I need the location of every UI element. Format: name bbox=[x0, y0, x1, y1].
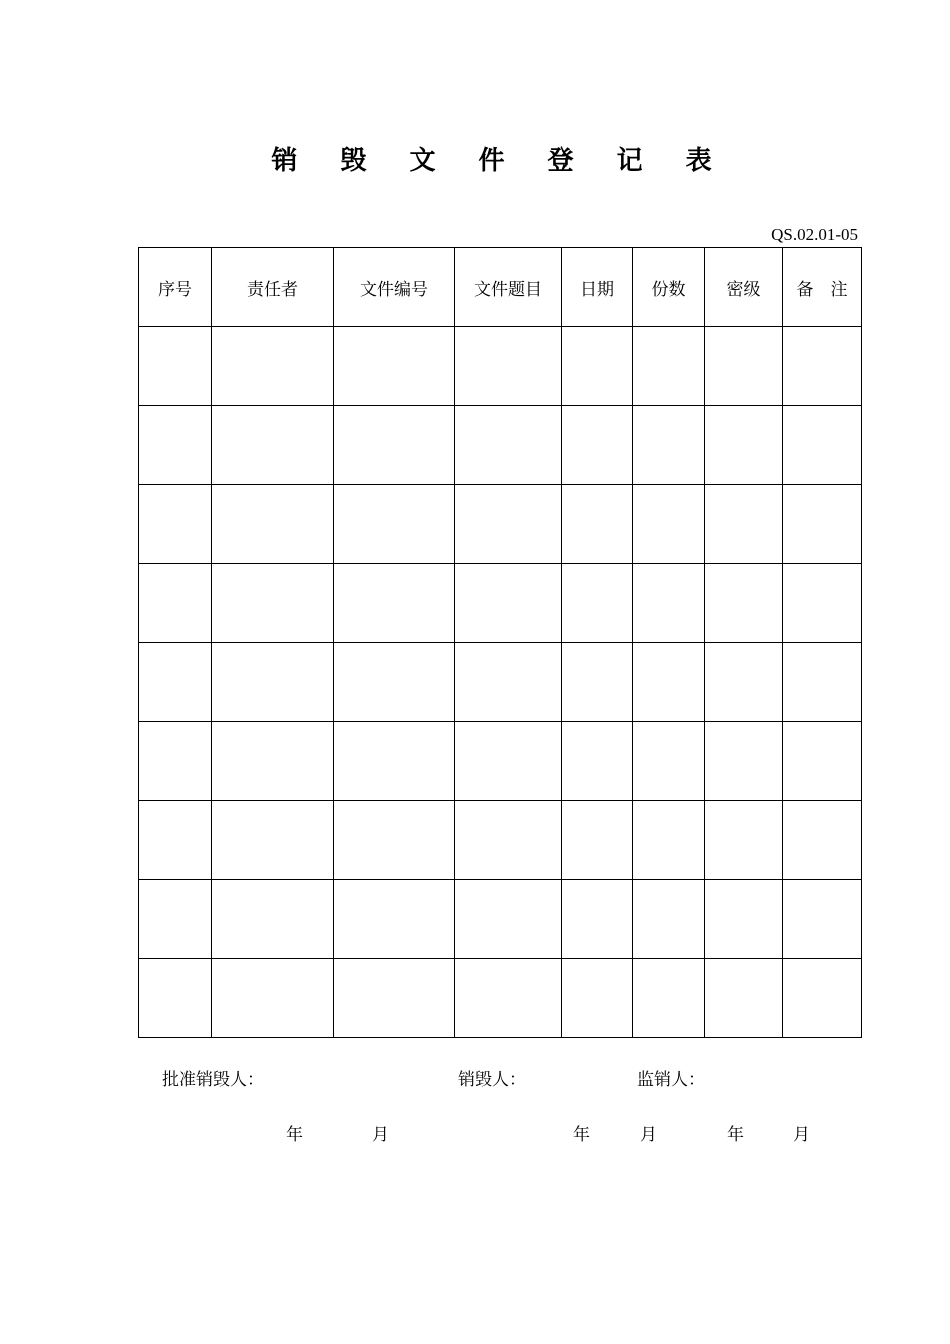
table-cell[interactable] bbox=[633, 643, 705, 722]
approver-month-label: 月 bbox=[372, 1125, 389, 1145]
supervisor-label: 监销人： bbox=[637, 1070, 705, 1090]
table-cell[interactable] bbox=[705, 406, 783, 485]
table-cell[interactable] bbox=[139, 801, 212, 880]
table-cell[interactable] bbox=[139, 327, 212, 406]
table-cell[interactable] bbox=[633, 722, 705, 801]
table-row bbox=[139, 801, 862, 880]
table-cell[interactable] bbox=[455, 564, 562, 643]
table-cell[interactable] bbox=[334, 959, 455, 1038]
destroyer-label: 销毁人： bbox=[458, 1070, 526, 1090]
document-title: 销 毁 文 件 登 记 表 bbox=[271, 146, 729, 176]
table-cell[interactable] bbox=[455, 801, 562, 880]
table-cell[interactable] bbox=[783, 485, 862, 564]
table-row bbox=[139, 880, 862, 959]
table-row bbox=[139, 722, 862, 801]
table-cell[interactable] bbox=[705, 801, 783, 880]
table-cell[interactable] bbox=[633, 406, 705, 485]
table-cell[interactable] bbox=[334, 801, 455, 880]
table-cell[interactable] bbox=[455, 722, 562, 801]
table-cell[interactable] bbox=[633, 564, 705, 643]
table-row bbox=[139, 406, 862, 485]
table-row bbox=[139, 327, 862, 406]
table-row bbox=[139, 959, 862, 1038]
table-cell[interactable] bbox=[334, 722, 455, 801]
header-document-number: 文件编号 bbox=[334, 248, 455, 327]
table-cell[interactable] bbox=[783, 643, 862, 722]
table-cell[interactable] bbox=[455, 959, 562, 1038]
table-cell[interactable] bbox=[334, 643, 455, 722]
header-date: 日期 bbox=[562, 248, 633, 327]
table-cell[interactable] bbox=[139, 959, 212, 1038]
table-cell[interactable] bbox=[633, 327, 705, 406]
table-cell[interactable] bbox=[139, 722, 212, 801]
table-cell[interactable] bbox=[455, 643, 562, 722]
table-cell[interactable] bbox=[212, 564, 334, 643]
table-cell[interactable] bbox=[783, 722, 862, 801]
table-cell[interactable] bbox=[455, 880, 562, 959]
table-cell[interactable] bbox=[783, 406, 862, 485]
table-cell[interactable] bbox=[705, 959, 783, 1038]
header-serial-number: 序号 bbox=[139, 248, 212, 327]
destroyer-month-label: 月 bbox=[640, 1125, 657, 1145]
header-document-title: 文件题目 bbox=[455, 248, 562, 327]
table-cell[interactable] bbox=[334, 485, 455, 564]
table-cell[interactable] bbox=[783, 959, 862, 1038]
table-cell[interactable] bbox=[562, 643, 633, 722]
table-cell[interactable] bbox=[139, 880, 212, 959]
table-cell[interactable] bbox=[633, 801, 705, 880]
header-responsible-party: 责任者 bbox=[212, 248, 334, 327]
table-cell[interactable] bbox=[705, 880, 783, 959]
approver-label: 批准销毁人： bbox=[162, 1070, 264, 1090]
table-cell[interactable] bbox=[783, 801, 862, 880]
table-cell[interactable] bbox=[334, 406, 455, 485]
table-cell[interactable] bbox=[633, 485, 705, 564]
table-cell[interactable] bbox=[139, 564, 212, 643]
table-cell[interactable] bbox=[633, 959, 705, 1038]
destroyer-year-label: 年 bbox=[573, 1125, 590, 1145]
table-header-row bbox=[139, 248, 862, 327]
supervisor-year-label: 年 bbox=[727, 1125, 744, 1145]
table-cell[interactable] bbox=[139, 406, 212, 485]
table-cell[interactable] bbox=[139, 485, 212, 564]
table-cell[interactable] bbox=[334, 327, 455, 406]
table-cell[interactable] bbox=[212, 880, 334, 959]
table-row bbox=[139, 564, 862, 643]
table-cell[interactable] bbox=[455, 406, 562, 485]
table-cell[interactable] bbox=[334, 880, 455, 959]
table-cell[interactable] bbox=[212, 406, 334, 485]
table-cell[interactable] bbox=[783, 880, 862, 959]
table-cell[interactable] bbox=[705, 564, 783, 643]
table-cell[interactable] bbox=[562, 801, 633, 880]
table-cell[interactable] bbox=[562, 722, 633, 801]
table-cell[interactable] bbox=[783, 564, 862, 643]
header-remarks: 备 注 bbox=[783, 248, 862, 327]
table-cell[interactable] bbox=[455, 485, 562, 564]
table-cell[interactable] bbox=[562, 406, 633, 485]
table-cell[interactable] bbox=[562, 564, 633, 643]
table-cell[interactable] bbox=[633, 880, 705, 959]
table-cell[interactable] bbox=[212, 643, 334, 722]
table-cell[interactable] bbox=[705, 722, 783, 801]
header-classification: 密级 bbox=[705, 248, 783, 327]
table-row bbox=[139, 485, 862, 564]
table-cell[interactable] bbox=[212, 959, 334, 1038]
table-row bbox=[139, 643, 862, 722]
table-cell[interactable] bbox=[139, 643, 212, 722]
table-cell[interactable] bbox=[212, 327, 334, 406]
table-body bbox=[139, 327, 862, 1038]
table-cell[interactable] bbox=[562, 327, 633, 406]
table-cell[interactable] bbox=[562, 485, 633, 564]
form-code: QS.02.01-05 bbox=[771, 225, 858, 244]
table-cell[interactable] bbox=[705, 327, 783, 406]
destruction-register-table bbox=[138, 247, 862, 1038]
table-cell[interactable] bbox=[783, 327, 862, 406]
table-cell[interactable] bbox=[212, 485, 334, 564]
table-cell[interactable] bbox=[562, 880, 633, 959]
approver-year-label: 年 bbox=[286, 1125, 303, 1145]
header-copies: 份数 bbox=[633, 248, 705, 327]
table-cell[interactable] bbox=[212, 722, 334, 801]
supervisor-month-label: 月 bbox=[793, 1125, 810, 1145]
table-cell[interactable] bbox=[705, 485, 783, 564]
table-cell[interactable] bbox=[705, 643, 783, 722]
table-cell[interactable] bbox=[455, 327, 562, 406]
table-cell[interactable] bbox=[212, 801, 334, 880]
table-cell[interactable] bbox=[334, 564, 455, 643]
table-cell[interactable] bbox=[562, 959, 633, 1038]
